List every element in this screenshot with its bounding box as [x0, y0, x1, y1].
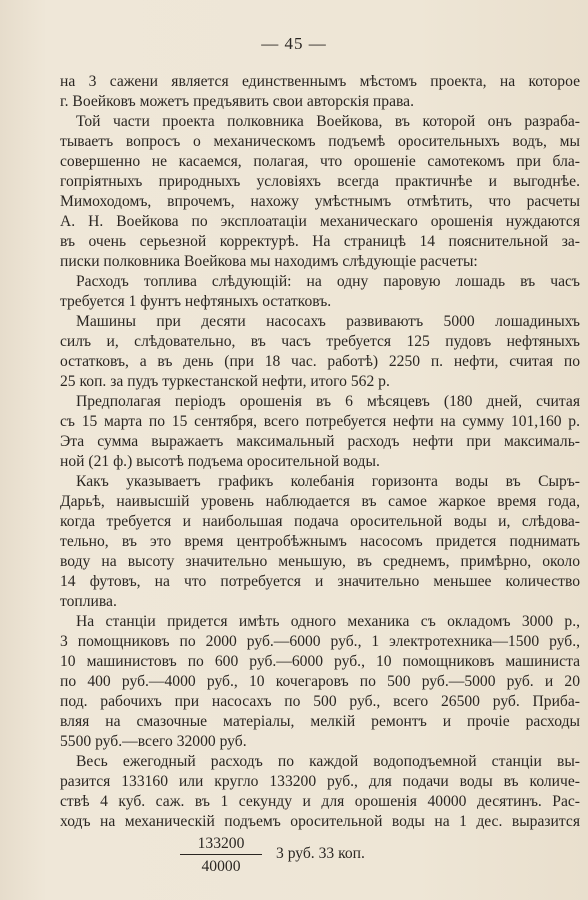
text-line: На станціи придется имѣть одного механика съ окладомъ 3000 р., [76, 613, 580, 630]
text-line: тываетъ вопросъ о механическомъ подъемѣ оросительныхъ водъ, мы [60, 133, 580, 150]
text-line: 10 машинистовъ по 600 руб.—6000 руб., 10 помощниковъ машиниста [60, 653, 580, 670]
text-line: Какъ указываетъ графикъ колебанія горизонта воды въ Сыръ- [76, 473, 580, 490]
text-line: гопріятныхъ природныхъ условіяхъ всегда практичнѣе и выгоднѣе. [60, 173, 580, 190]
text-line: ной (21 ф.) высотѣ подъема оросительной воды. [60, 453, 380, 470]
formula-result: 3 руб. 33 коп. [276, 845, 365, 862]
text-line: Машины при десяти насосахъ развиваютъ 5000 лошадиныхъ [76, 313, 580, 330]
text-line: писки полковника Воейкова мы находимъ слѣдующіе расчеты: [60, 253, 478, 270]
text-line: разится 133160 или кругло 133200 руб., для подачи воды въ количе- [60, 773, 580, 790]
text-line: на 3 сажени является единственнымъ мѣстомъ проекта, на которое [60, 73, 580, 90]
text-line: воду на высоту значительно меньшую, въ среднемъ, примѣрно, около [60, 553, 580, 570]
text-line: под. рабочихъ при насосахъ по 500 руб., всего 26500 руб. Приба- [60, 693, 580, 710]
text-line: 3 помощниковъ по 2000 руб.—6000 руб., 1 электротехника—1500 руб., [60, 633, 580, 650]
cost-formula [180, 834, 480, 878]
text-line: ходъ на механическій подъемъ оросительной воды на 1 дес. выразится [60, 813, 580, 830]
text-line: вляя на смазочные матеріалы, мелкій ремонтъ и прочіе расходы [60, 713, 580, 730]
text-line: требуется 1 фунтъ нефтяныхъ остатковъ. [60, 293, 332, 310]
text-line: Весь ежегодный расходъ по каждой водоподъемной станціи вы- [76, 753, 580, 770]
text-line: тельно, въ это время центробѣжнымъ насосомъ придется поднимать [60, 533, 580, 550]
text-line: Мимоходомъ, впрочемъ, нахожу умѣстнымъ отмѣтить, что расчеты [60, 193, 580, 210]
text-line: 14 футовъ, на что потребуется и значительно меньшее количество [60, 573, 580, 590]
body-text [60, 72, 580, 832]
fraction-denominator: 40000 [201, 858, 241, 875]
text-line: когда требуется и наибольшая подача оросительной воды и, слѣдова- [60, 513, 580, 530]
text-line: силъ и, слѣдовательно, въ часъ требуется 125 пудовъ нефтяныхъ [60, 333, 580, 350]
text-line: по 400 руб.—4000 руб., 10 кочегаровъ по 500 руб.—5000 руб. и 20 [60, 673, 580, 690]
text-line: Дарьѣ, наивысшій уровень наблюдается въ самое жаркое время года, [60, 493, 580, 510]
text-line: остатковъ, а въ день (при 18 час. работѣ) 2250 п. нефти, считая по [60, 353, 580, 370]
text-line: совершенно не касаемся, полагая, что орошеніе самотекомъ при бла- [60, 153, 580, 170]
text-line: 25 коп. за пудъ туркестанской нефти, итого 562 р. [60, 373, 390, 390]
text-line: 5500 руб.—всего 32000 руб. [60, 733, 247, 750]
text-line: ствѣ 4 куб. саж. въ 1 секунду и для орошенія 40000 десятинъ. Рас- [60, 793, 580, 810]
fraction [180, 834, 262, 876]
text-line: А. Н. Воейкова по эксплоатаціи механическаго орошенія нуждаются [60, 213, 580, 230]
text-line: Эта сумма выражаетъ максимальный расходъ нефти при максималь- [60, 433, 580, 450]
text-line: Расходъ топлива слѣдующій: на одну паровую лошадь въ часъ [76, 273, 580, 290]
text-line: г. Воейковъ можетъ предъявить свои авторскія права. [60, 93, 414, 110]
text-line: въ очень серьезной корректурѣ. На страницѣ 14 пояснительной за- [60, 233, 580, 250]
text-line: топлива. [60, 593, 117, 610]
fraction-numerator: 133200 [197, 835, 245, 852]
page-number: — 45 — [261, 34, 327, 53]
fraction-bar [180, 854, 262, 855]
text-line: Предполагая періодъ орошенія въ 6 мѣсяцевъ (180 дней, считая [76, 393, 580, 410]
text-line: съ 15 марта по 15 сентября, всего потребуется нефти на сумму 101,160 р. [60, 413, 580, 430]
text-line: Той части проекта полковника Воейкова, въ которой онъ разраба- [76, 113, 580, 130]
